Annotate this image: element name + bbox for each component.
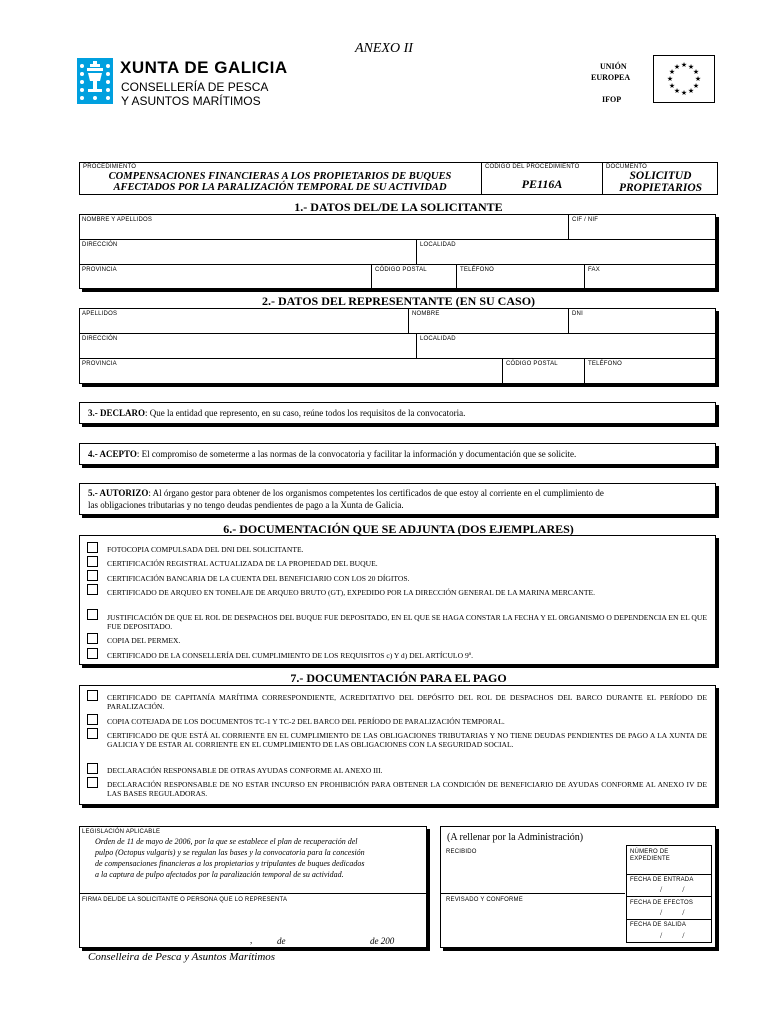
declare-head: 3.- DECLARO xyxy=(88,408,146,418)
xunta-name: XUNTA DE GALICIA xyxy=(120,58,288,77)
pay-item-4: DECLARACIÓN RESPONSABLE DE OTRAS AYUDAS CONFORME AL ANEXO III. xyxy=(107,766,383,775)
svg-text:★: ★ xyxy=(680,89,688,97)
svg-text:★: ★ xyxy=(692,68,700,76)
applicant-fax-field[interactable]: FAX xyxy=(588,267,600,273)
rep-phone-field[interactable]: TELÉFONO xyxy=(588,361,622,367)
eu-flag xyxy=(653,55,715,103)
section-6-title: 6.- DOCUMENTACIÓN QUE SE ADJUNTA (DOS EJEMPLARES) xyxy=(223,522,574,536)
svg-text:★: ★ xyxy=(687,63,695,71)
procedure-title-1: COMPENSACIONES FINANCIERAS A LOS PROPIETARIOS DE BUQUES xyxy=(108,171,452,182)
svg-text:★: ★ xyxy=(680,61,688,69)
rep-name-field[interactable]: NOMBRE xyxy=(412,311,440,317)
svg-text:★: ★ xyxy=(692,82,700,90)
document-label: DOCUMENTO xyxy=(606,164,648,170)
procedure-title-2: AFECTADOS POR LA PARALIZACIÓN TEMPORAL DE SU ACTIVIDAD xyxy=(113,182,447,193)
section-2-title: 2.- DATOS DEL REPRESENTANTE (EN SU CASO) xyxy=(261,294,536,308)
pay-checkbox-3[interactable] xyxy=(87,728,98,739)
entry-date-slashes: / / xyxy=(660,885,685,894)
ifop-label: IFOP xyxy=(602,95,622,104)
pay-item-3: CERTIFICADO DE QUE ESTÁ AL CORRIENTE EN EL CUMPLIMIENTO DE LAS OBLIGACIONES TRIBUTARIAS Y NO TIENE DEUDAS PENDIENTES DE PAGO A LA XUNTA DE GALICIA Y DE ESTAR AL CORRIENTE EN EL CUMPLIMIENTO DE LAS OBLIGACIONES CON LA SEGURIDAD SOCIAL. xyxy=(107,731,707,749)
signature-date-de-2: de 200 xyxy=(370,936,395,946)
signature-date-de-1: de xyxy=(277,936,286,946)
eu-label-2: EUROPEA xyxy=(591,73,631,82)
exit-date-slashes: / / xyxy=(660,931,685,940)
rep-locality-field[interactable]: LOCALIDAD xyxy=(420,336,456,342)
section-1-title: 1.- DATOS DEL/DE LA SOLICITANTE xyxy=(294,200,503,214)
pay-checkbox-2[interactable] xyxy=(87,714,98,725)
pay-checkbox-4[interactable] xyxy=(87,763,98,774)
applicant-province-field[interactable]: PROVINCIA xyxy=(82,267,117,273)
section-7-title: 7.- DOCUMENTACIÓN PARA EL PAGO xyxy=(290,671,507,685)
rep-province-field[interactable]: PROVINCIA xyxy=(82,361,117,367)
signature-comma: , xyxy=(250,935,253,945)
svg-text:★: ★ xyxy=(673,63,681,71)
department-line-1: CONSELLERÍA DE PESCA xyxy=(121,80,269,94)
doc-item-2: CERTIFICACIÓN REGISTRAL ACTUALIZADA DE LA PROPIEDAD DEL BUQUE. xyxy=(107,559,378,568)
doc-item-6: COPIA DEL PERMEX. xyxy=(107,636,181,645)
legislation-line-4: a la captura de pulpo afectados por la paralización temporal de su actividad. xyxy=(95,870,344,879)
doc-checkbox-1[interactable] xyxy=(87,542,98,553)
authorize-head: 5.- AUTORIZO xyxy=(88,488,149,498)
doc-checkbox-6[interactable] xyxy=(87,633,98,644)
legislation-label: LEGISLACIÓN APLICABLE xyxy=(82,829,161,835)
rep-dni-field[interactable]: DNI xyxy=(572,311,583,317)
annex-title: ANEXO II xyxy=(355,41,413,56)
eu-flag-icon xyxy=(653,55,715,103)
rep-surnames-field[interactable]: APELLIDOS xyxy=(82,311,118,317)
document-type-1: SOLICITUD xyxy=(629,170,692,182)
doc-item-3: CERTIFICACIÓN BANCARIA DE LA CUENTA DEL BENEFICIARIO CON LOS 20 DÍGITOS. xyxy=(107,574,410,583)
applicant-locality-field[interactable]: LOCALIDAD xyxy=(420,242,456,248)
accept-text xyxy=(88,449,708,460)
doc-item-4: CERTIFICADO DE ARQUEO EN TONELAJE DE ARQUEO BRUTO (GT), EXPEDIDO POR LA DIRECCIÓN GENERAL DE LA MARINA MERCANTE. xyxy=(107,588,595,597)
pay-item-2: COPIA COTEJADA DE LOS DOCUMENTOS TC-1 Y TC-2 DEL BARCO DEL PERÍODO DE PARALIZACIÓN TEMPORAL. xyxy=(107,717,505,726)
accept-head: 4.- ACEPTO xyxy=(88,449,137,459)
applicant-postal-field[interactable]: CÓDIGO POSTAL xyxy=(375,267,427,273)
document-type-2: PROPIETARIOS xyxy=(618,182,703,194)
accept-body: : El compromiso de someterme a las normas de la convocatoria y facilitar la información y documentación que se solicite. xyxy=(136,449,577,459)
doc-checkbox-2[interactable] xyxy=(87,556,98,567)
authorize-text xyxy=(88,488,713,499)
exit-date-label: FECHA DE SALIDA xyxy=(630,922,687,928)
legislation-line-2: pulpo (Octopus vulgaris) y se regulan las bases y la convocatoria para la concesión xyxy=(95,848,365,857)
pay-checkbox-1[interactable] xyxy=(87,690,98,701)
rep-address-field[interactable]: DIRECCIÓN xyxy=(82,336,118,342)
eu-label-1: UNIÓN xyxy=(600,62,627,71)
representative-box xyxy=(79,308,716,384)
svg-text:★: ★ xyxy=(673,87,681,95)
svg-text:★: ★ xyxy=(694,75,702,83)
effects-date-label: FECHA DE EFECTOS xyxy=(630,900,694,906)
authorize-body-1: : Al órgano gestor para obtener de los organismos competentes los certificados de que estoy al corriente en el cumplimiento de xyxy=(148,488,604,498)
doc-checkbox-3[interactable] xyxy=(87,570,98,581)
svg-text:★: ★ xyxy=(668,68,676,76)
authorize-body-2: las obligaciones tributarias y no tengo deudas pendientes de pago a la Xunta de Galicia. xyxy=(88,500,404,510)
rep-postal-field[interactable]: CÓDIGO POSTAL xyxy=(506,361,558,367)
department-line-2: Y ASUNTOS MARÍTIMOS xyxy=(121,94,261,108)
procedure-code-label: CÓDIGO DEL PROCEDIMIENTO xyxy=(485,164,580,170)
xunta-shield-icon xyxy=(77,58,113,104)
pay-item-5: DECLARACIÓN RESPONSABLE DE NO ESTAR INCURSO EN PROHIBICIÓN PARA OBTENER LA CONDICIÓN DE BENEFICIARIO DE AYUDAS CONFORME AL ANEXO IV DE LAS BASES REGULADORAS. xyxy=(107,780,707,798)
applicant-name-field[interactable]: NOMBRE Y APELLIDOS xyxy=(82,217,153,223)
svg-text:★: ★ xyxy=(666,75,674,83)
file-number-label-1: NÚMERO DE xyxy=(630,849,669,855)
procedure-label: PROCEDIMIENTO xyxy=(83,164,137,170)
entry-date-label: FECHA DE ENTRADA xyxy=(630,877,694,883)
svg-text:★: ★ xyxy=(668,82,676,90)
admin-reviewed-field: REVISADO Y CONFORME xyxy=(446,897,523,903)
signature-label[interactable]: FIRMA DEL/DE LA SOLICITANTE O PERSONA QUE LO REPRESENTA xyxy=(82,897,288,903)
procedure-code: PE116A xyxy=(521,177,563,191)
doc-checkbox-4[interactable] xyxy=(87,584,98,595)
declare-body: : Que la entidad que represento, en su caso, reúne todos los requisitos de la convocatoria. xyxy=(145,408,466,418)
applicant-cif-field[interactable]: CIF / NIF xyxy=(572,217,599,223)
file-number-label-2: EXPEDIENTE xyxy=(630,856,671,862)
pay-item-1: CERTIFICADO DE CAPITANÍA MARÍTIMA CORRESPONDIENTE, ACREDITATIVO DEL DEPÓSITO DEL ROL DE DESPACHOS DEL BARCO DURANTE EL PERÍODO DE PARALIZACIÓN. xyxy=(107,693,707,711)
doc-item-5: JUSTIFICACIÓN DE QUE EL ROL DE DESPACHOS DEL BUQUE FUE DEPOSITADO, EN EL QUE SE HAGA CONSTAR LA FECHA Y EL ORGANISMO O DEPENDENCIA EN EL QUE FUE DEPOSITADO. xyxy=(107,613,707,631)
legislation-line-1: Orden de 11 de mayo de 2006, por la que se establece el plan de recuperación del xyxy=(95,837,358,846)
admin-title: (A rellenar por la Administración) xyxy=(447,832,584,843)
pay-checkbox-5[interactable] xyxy=(87,777,98,788)
applicant-phone-field[interactable]: TELÉFONO xyxy=(460,267,494,273)
xunta-logo xyxy=(77,58,113,104)
effects-date-slashes: / / xyxy=(660,908,685,917)
doc-item-1: FOTOCOPIA COMPULSADA DEL DNI DEL SOLICITANTE. xyxy=(107,545,304,554)
svg-text:★: ★ xyxy=(687,87,695,95)
doc-checkbox-5[interactable] xyxy=(87,609,98,620)
doc-item-7: CERTIFICADO DE LA CONSELLERÍA DEL CUMPLIMIENTO DE LOS REQUISITOS c) Y d) DEL ARTÍCULO 9º. xyxy=(107,651,473,660)
legislation-line-3: de compensaciones financieras a los propietarios y tripulantes de buques dedicados xyxy=(95,859,365,868)
applicant-box xyxy=(79,214,716,289)
applicant-address-field[interactable]: DIRECCIÓN xyxy=(82,242,118,248)
footer-text: Conselleira de Pesca y Asuntos Marítimos xyxy=(88,951,276,963)
declare-text xyxy=(88,408,708,419)
doc-checkbox-7[interactable] xyxy=(87,648,98,659)
admin-received-field: RECIBIDO xyxy=(446,849,477,855)
documentation-box xyxy=(79,535,716,665)
